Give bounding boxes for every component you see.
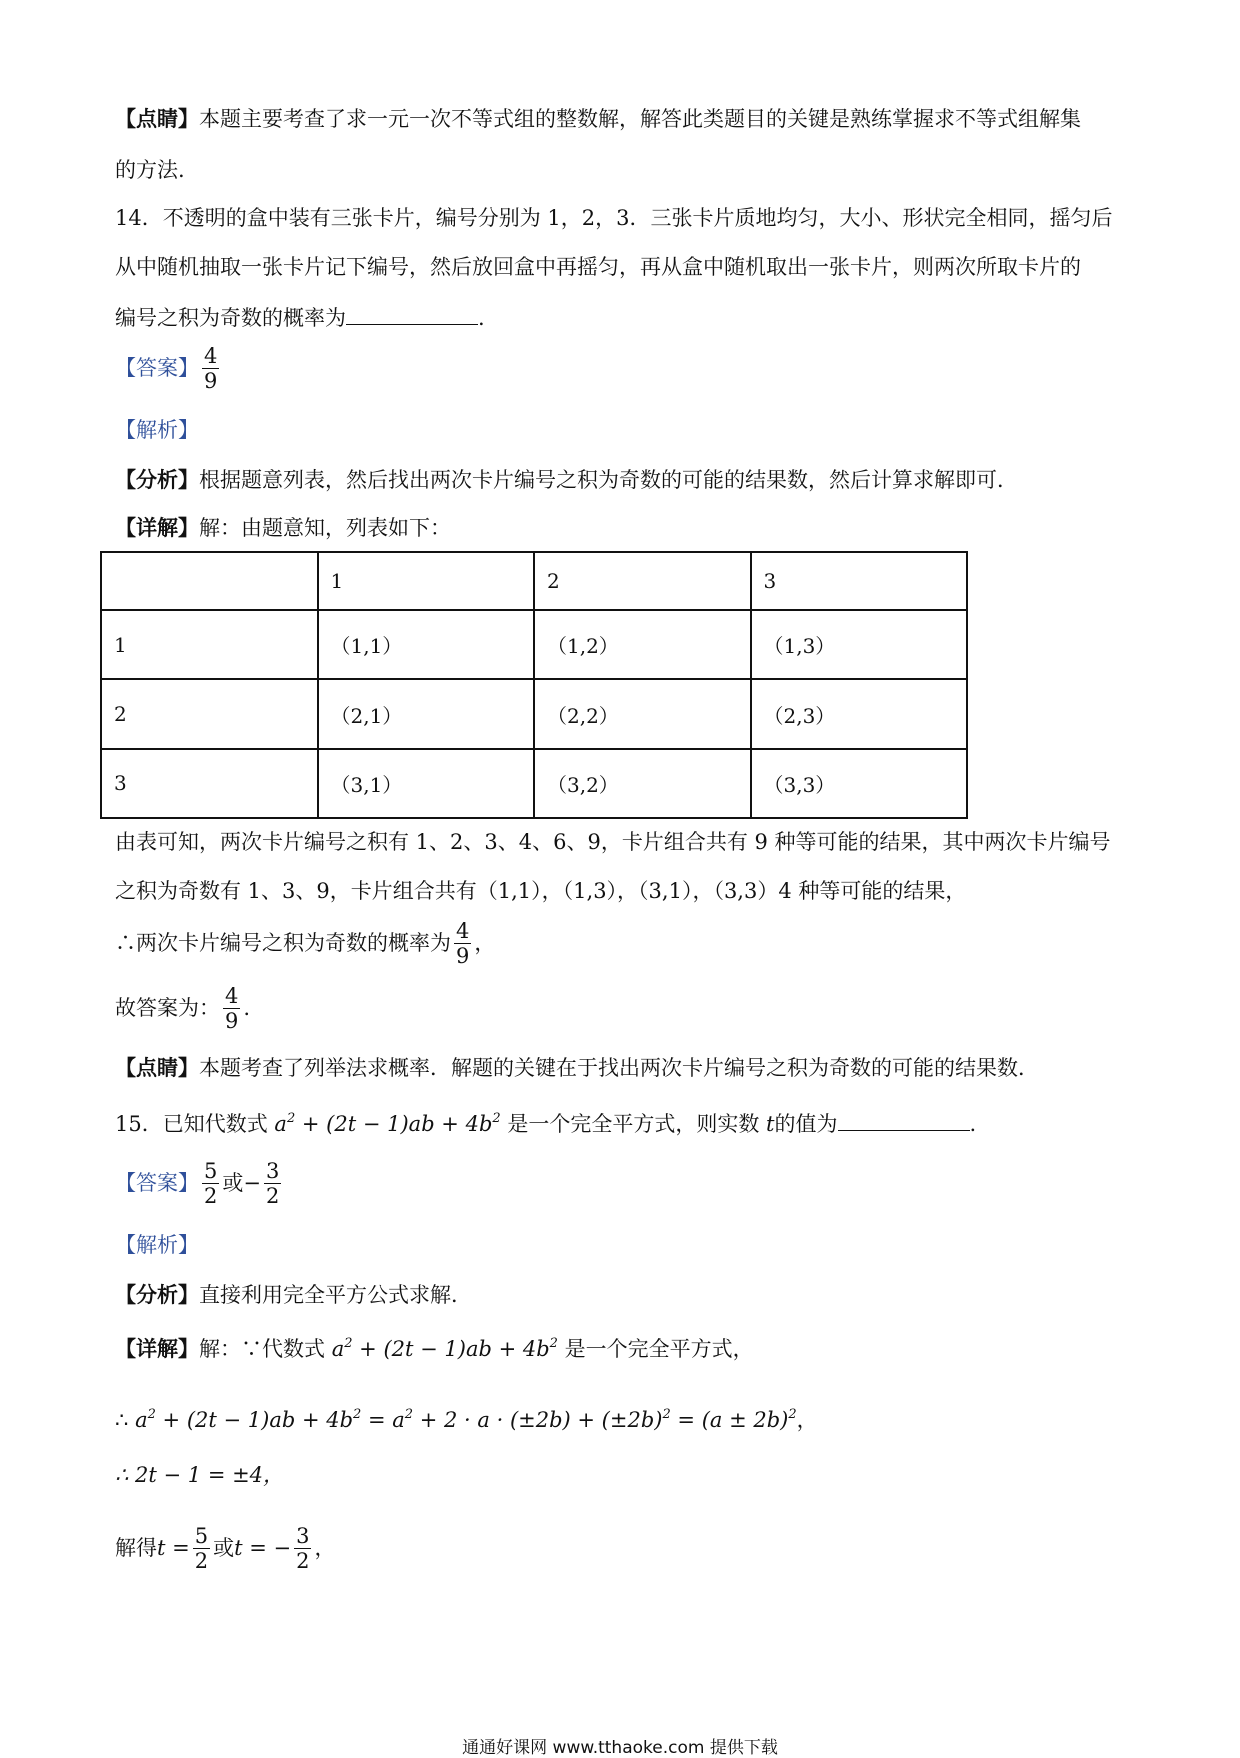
- q15-answer-frac-2: [264, 1160, 281, 1207]
- q15-suffix2: 的值为: [774, 1112, 838, 1136]
- q15-step3-t1: t =: [157, 1536, 190, 1561]
- q15-or: 或: [222, 1171, 244, 1196]
- table-cell: 2: [534, 552, 751, 610]
- table-cell: 3: [751, 552, 968, 610]
- table-cell: （1,1）: [318, 610, 535, 679]
- q14-answer-den: 9: [204, 369, 218, 394]
- q15-step1-expression: $a^2 + (2t - 1)ab + 4b^2 = a^2 + 2 \cdot a \cdot (\pm 2b) + (\pm 2b)^2 = (a \pm 2b)^2$: [135, 1407, 797, 1432]
- q14-therefore-end: ，: [474, 931, 496, 956]
- q14-line-1: 14．不透明的盒中装有三张卡片，编号分别为 1，2，3．三张卡片质地均匀，大小、形状完全相同，摇匀后: [115, 206, 1113, 230]
- q15-detail-tag: 【详解】: [115, 1336, 199, 1361]
- q15-detail-expression: $a^2 + (2t - 1)ab + 4b^2$: [331, 1336, 558, 1361]
- table-cell: （1,3）: [751, 610, 968, 679]
- q14-after-2: 之积为奇数有 1、3、9，卡片组合共有（1,1），（1,3），（3,1），（3,3）4 种等可能的结果，: [115, 879, 967, 903]
- q14-line-3-end: .: [478, 306, 485, 330]
- q15-answer-blank: [838, 1112, 970, 1131]
- fraction-num: 4: [225, 984, 239, 1008]
- fraction-num: 5: [194, 1524, 209, 1548]
- fraction-den: 9: [225, 1009, 239, 1034]
- q14-answer-num: 4: [204, 344, 218, 368]
- q14-analysis-tag: 【解析】: [115, 418, 199, 442]
- table-cell: （1,2）: [534, 610, 751, 679]
- q15-step3-frac-1: [193, 1525, 210, 1572]
- q14-therefore: [115, 920, 495, 967]
- table-cell: [101, 552, 318, 610]
- q14-line-3: [115, 306, 485, 329]
- q14-fenxi: [115, 469, 1018, 491]
- q15-end: .: [969, 1112, 977, 1136]
- q14-detail-tag: 【详解】: [115, 515, 199, 540]
- fraction-num: 3: [296, 1524, 310, 1548]
- table-cell: （2,3）: [751, 679, 968, 748]
- table-cell: （3,3）: [751, 749, 968, 818]
- q14-so-answer: [115, 985, 250, 1032]
- table-cell: 2: [101, 679, 318, 748]
- q14-so-end: .: [243, 996, 251, 1021]
- fraction-num: 3: [265, 1159, 280, 1183]
- q15-fenxi-text: 直接利用完全平方公式求解．: [199, 1283, 472, 1307]
- q14-so-fraction: [223, 985, 240, 1032]
- q15-step1-prefix: ∴: [115, 1408, 129, 1432]
- table-cell: （3,2）: [534, 749, 751, 818]
- fraction-num: 4: [456, 919, 470, 943]
- q14-so-answer-text: 故答案为：: [115, 996, 220, 1021]
- q14-detail-text: 解：由题意知，列表如下：: [199, 516, 451, 540]
- q15-step3-end: ，: [314, 1536, 336, 1561]
- q14-dianjing-tag: 【点睛】: [115, 1055, 199, 1080]
- q14-dianjing-text: 本题考查了列举法求概率．解题的关键在于找出两次卡片编号之积为奇数的可能的结果数．: [199, 1056, 1039, 1080]
- q14-therefore-fraction: [454, 920, 471, 967]
- prev-dianjing-tag: 【点睛】: [115, 106, 199, 131]
- q14-line-2: 从中随机抽取一张卡片记下编号，然后放回盒中再摇匀，再从盒中随机取出一张卡片，则两次所取卡片的: [115, 255, 1081, 279]
- table-row: [101, 552, 967, 610]
- q15-answer: [115, 1160, 284, 1207]
- q15-detail-prefix: 解：∵代数式: [199, 1337, 325, 1361]
- q15-stem: [115, 1112, 976, 1135]
- q15-step3-prefix: 解得: [115, 1536, 157, 1561]
- table-cell: 3: [101, 749, 318, 818]
- prev-dianjing-line: [115, 108, 1081, 130]
- q15-expression: $a^2 + (2t - 1)ab + 4b^2$: [274, 1111, 501, 1136]
- table-cell: 1: [318, 552, 535, 610]
- q15-fenxi: [115, 1284, 472, 1306]
- q14-answer-fraction: [202, 345, 219, 392]
- q14-line-3-text: 编号之积为奇数的概率为: [115, 306, 346, 330]
- q15-detail-suffix: 是一个完全平方式，: [564, 1337, 754, 1361]
- q15-detail: [115, 1338, 754, 1360]
- table-cell: （3,1）: [318, 749, 535, 818]
- q15-suffix: 是一个完全平方式，则实数: [507, 1112, 760, 1136]
- q15-step-3: [115, 1525, 335, 1572]
- q14-outcome-table: [100, 551, 968, 819]
- q15-step3-frac-2: [294, 1525, 311, 1572]
- q15-answer-tag: 【答案】: [115, 1171, 199, 1196]
- q14-answer-blank: [346, 306, 478, 325]
- prev-dianjing-text-cont: 的方法.: [115, 158, 185, 182]
- fraction-den: 2: [296, 1549, 310, 1574]
- q15-fenxi-tag: 【分析】: [115, 1282, 199, 1307]
- q15-answer-frac-1: [202, 1160, 219, 1207]
- q15-step3-t2: t = −: [234, 1536, 292, 1561]
- q14-detail: [115, 517, 451, 539]
- q14-answer-tag: 【答案】: [115, 356, 199, 381]
- q15-step1-end: ，: [796, 1408, 818, 1432]
- fraction-den: 2: [265, 1184, 280, 1209]
- table-row: [101, 610, 967, 679]
- table-cell: （2,1）: [318, 679, 535, 748]
- table-row: [101, 749, 967, 818]
- table-cell: （2,2）: [534, 679, 751, 748]
- page-footer: 通通好课网 www.tthaoke.com 提供下载: [462, 1738, 778, 1758]
- prev-dianjing-text: 本题主要考查了求一元一次不等式组的整数解，解答此类题目的关键是熟练掌握求不等式组解集: [199, 107, 1081, 131]
- q15-prefix: 15．已知代数式: [115, 1112, 268, 1136]
- q15-step-2: ∴ 2t − 1 = ±4，: [115, 1463, 285, 1487]
- fraction-num: 5: [204, 1159, 218, 1183]
- q14-answer: [115, 345, 222, 392]
- q15-var-t: t: [766, 1112, 775, 1136]
- q14-therefore-text: ∴两次卡片编号之积为奇数的概率为: [115, 931, 451, 956]
- table-row: [101, 679, 967, 748]
- table-cell: 1: [101, 610, 318, 679]
- q15-minus: −: [243, 1171, 261, 1196]
- q15-step-1: [115, 1407, 818, 1432]
- q15-analysis-tag: 【解析】: [115, 1233, 199, 1257]
- q14-fenxi-text: 根据题意列表，然后找出两次卡片编号之积为奇数的可能的结果数，然后计算求解即可．: [199, 468, 1018, 492]
- q15-step3-or: 或: [213, 1536, 235, 1561]
- q14-dianjing: [115, 1057, 1039, 1079]
- fraction-den: 9: [456, 944, 470, 969]
- fraction-den: 2: [204, 1184, 218, 1209]
- q14-after-1: 由表可知，两次卡片编号之积有 1、2、3、4、6、9，卡片组合共有 9 种等可能的结果，其中两次卡片编号: [115, 830, 1111, 854]
- fraction-den: 2: [194, 1549, 209, 1574]
- q14-fenxi-tag: 【分析】: [115, 467, 199, 492]
